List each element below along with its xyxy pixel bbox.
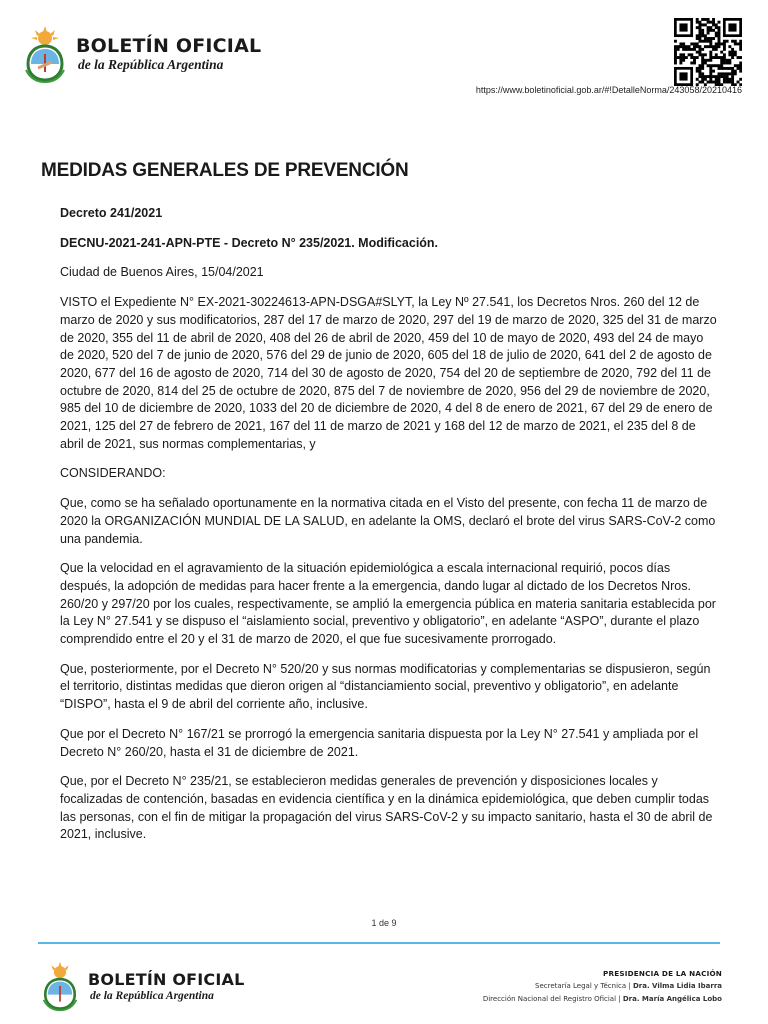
footer-boletin-logo <box>40 960 245 1012</box>
paragraph: Que, por el Decreto N° 235/21, se establecieron medidas generales de prevención y disposiciones locales y focalizadas de contención, basadas en evidencia científica y en la dinámica epidemiológica, que deben cumplir todas las personas, con el fin de mitigar la propagación del virus SARS-CoV-2 y su impacto sanitario, hasta el 30 de abril de 2021, inclusive. <box>60 774 713 842</box>
paragraph: Que, posteriormente, por el Decreto N° 520/20 y sus normas modificatorias y complementarias se dispusieron, según el territorio, distintas medidas que dieron origen al “distanciamiento social, preventivo y obligatorio”, en adelante “DISPO”, hasta el 9 de abril del corriente año, inclusive. <box>60 661 711 712</box>
place-date: Ciudad de Buenos Aires, 15/04/2021 <box>60 265 264 280</box>
footer-brand-subtitle: de la República Argentina <box>90 989 214 1002</box>
footer-divider <box>38 942 720 944</box>
decree-reference: DECNU-2021-241-APN-PTE - Decreto N° 235/2021. Modificación. <box>60 235 439 250</box>
paragraph: CONSIDERANDO: <box>60 466 166 481</box>
paragraph: VISTO el Expediente N° EX-2021-30224613-APN-DSGA#SLYT, la Ley Nº 27.541, los Decretos Nros. 260 del 12 de marzo de 2020 y sus modificatorios, 287 del 17 de marzo de 2020, 297 del 19 de marzo de 2020, 325 del 31 de marzo de 2020, 355 del 11 de abril de 2020, 408 del 26 de abril de 2020, 459 del 10 de mayo de 2020, 493 del 24 de mayo de 2020, 520 del 7 de junio de 2020, 576 del 29 de junio de 2020, 605 del 18 de julio de 2020, 641 del 2 de agosto de 2020, 677 del 16 de agosto de 2020, 714 del 30 de agosto de 2020, 754 del 20 de septiembre de 2020, 792 del 11 de octubre de 2020, 814 del 25 de octubre de 2020, 875 del 7 de noviembre de 2020, 956 del 29 de noviembre de 2020, 985 del 10 de diciembre de 2020, 1033 del 20 de diciembre de 2020, 4 del 8 de enero de 2021, 67 del 29 de enero de 2021, 125 del 27 de febrero de 2021, 167 del 11 de marzo de 2021 y 168 del 12 de marzo de 2021, el 235 del 8 de abril de 2021, sus normas complementarias, y <box>60 295 717 451</box>
document-body <box>60 205 720 856</box>
qr-code <box>674 18 742 86</box>
presidency-label: PRESIDENCIA DE LA NACIÓN <box>603 969 722 978</box>
footer-credit-line: Dirección Nacional del Registro Oficial | Dra. María Angélica Lobo <box>482 995 722 1003</box>
national-coat-of-arms-icon <box>22 24 68 84</box>
brand-subtitle: de la República Argentina <box>78 57 224 72</box>
decree-number: Decreto 241/2021 <box>60 206 163 220</box>
boletin-oficial-logo <box>22 24 261 84</box>
footer-brand-title: BOLETÍN OFICIAL <box>88 969 245 989</box>
footer-credits <box>483 967 722 1006</box>
paragraph: Que la velocidad en el agravamiento de la situación epidemiológica a escala internacional requirió, pocos días después, la adopción de medidas para hacer frente a la emergencia, dando lugar al dictado de los Decretos Nros. 260/20 y 297/20 por los cuales, respectivamente, se amplió la emergencia pública en materia sanitaria establecida por la Ley N° 27.541 y se dispuso el “aislamiento social, preventivo y obligatorio”, en adelante “ASPO”, durante el plazo comprendido entre el 20 y el 31 de marzo de 2020, el que fue sucesivamente prorrogado. <box>60 561 716 647</box>
footer-credit-line: Secretaría Legal y Técnica | Dra. Vilma Lidia Ibarra <box>535 982 722 990</box>
brand-title: BOLETÍN OFICIAL <box>76 35 262 57</box>
paragraph: Que por el Decreto N° 167/21 se prorrogó la emergencia sanitaria dispuesta por la Ley N° 27.541 y ampliada por el Decreto N° 260/20, hasta el 31 de diciembre de 2021. <box>60 726 699 759</box>
document-url[interactable]: https://www.boletinoficial.gob.ar/#!DetalleNorma/243058/20210416 <box>475 85 742 95</box>
paragraph: Que, como se ha señalado oportunamente en la normativa citada en el Visto del presente, con fecha 11 de marzo de 2020 la ORGANIZACIÓN MUNDIAL DE LA SALUD, en adelante la OMS, declaró el brote del virus SARS-CoV-2 como una pandemia. <box>60 496 716 546</box>
document-title: MEDIDAS GENERALES DE PREVENCIÓN <box>41 160 409 181</box>
page-number: 1 de 9 <box>371 918 397 928</box>
national-coat-of-arms-icon <box>40 960 80 1012</box>
